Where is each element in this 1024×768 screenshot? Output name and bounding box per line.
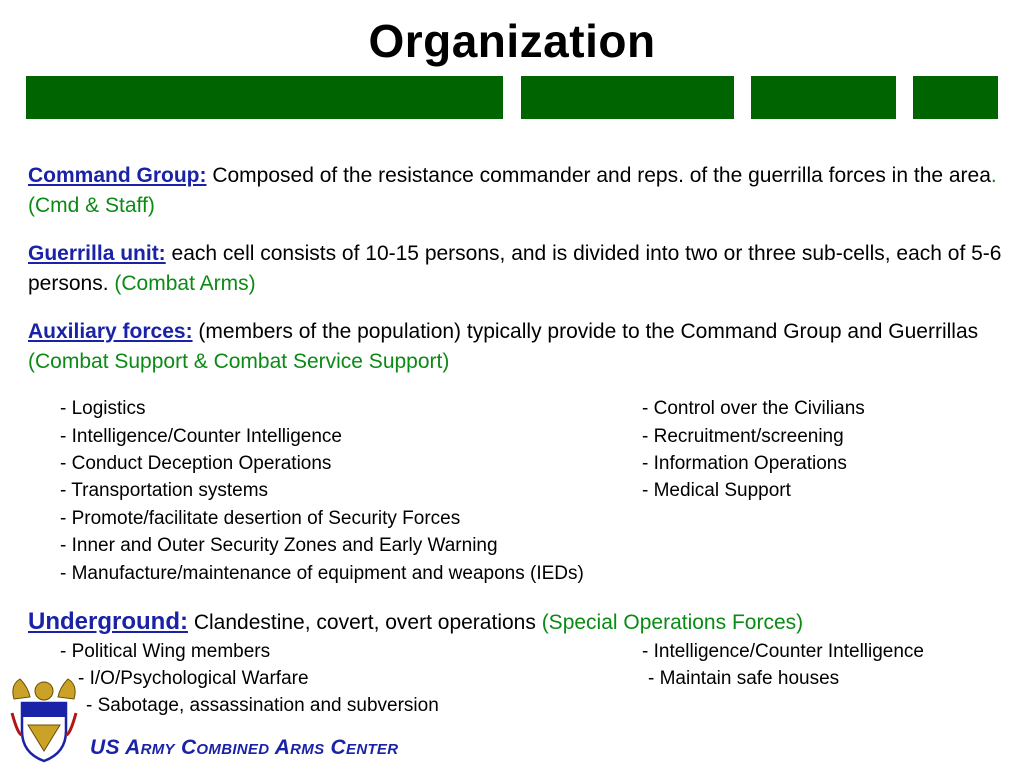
title-bar-segment-2 bbox=[521, 76, 734, 119]
title-bar-segment-1 bbox=[26, 76, 503, 119]
command-group-text: Composed of the resistance commander and reps. of the guerrilla forces in the area bbox=[206, 164, 991, 187]
auxiliary-left-item: - Conduct Deception Operations bbox=[60, 453, 332, 474]
page-title: Organization bbox=[368, 15, 656, 67]
underground-left-item: - I/O/Psychological Warfare bbox=[78, 668, 309, 689]
guerrilla-unit-paragraph bbox=[28, 239, 1003, 299]
auxiliary-right-item: - Control over the Civilians bbox=[642, 398, 865, 419]
command-group-note: . (Cmd & Staff) bbox=[28, 164, 997, 217]
auxiliary-heading: Auxiliary forces: bbox=[28, 320, 193, 343]
underground-heading: Underground: bbox=[28, 608, 188, 635]
command-group-paragraph bbox=[28, 161, 1003, 221]
auxiliary-left-item: - Inner and Outer Security Zones and Early Warning bbox=[60, 535, 498, 556]
guerrilla-unit-note: (Combat Arms) bbox=[114, 272, 256, 295]
auxiliary-note: (Combat Support & Combat Service Support) bbox=[28, 350, 450, 373]
guerrilla-unit-text: each cell consists of 10-15 persons, and is divided into two or three sub-cells, each of 5-6 persons. bbox=[28, 242, 1002, 295]
underground-left-item: - Sabotage, assassination and subversion bbox=[86, 695, 439, 716]
underground-right-item: - Maintain safe houses bbox=[648, 668, 840, 689]
underground-paragraph bbox=[28, 607, 1003, 638]
army-crest-icon bbox=[8, 673, 80, 765]
auxiliary-left-item: - Intelligence/Counter Intelligence bbox=[60, 426, 343, 447]
auxiliary-right-item: - Medical Support bbox=[642, 480, 791, 501]
command-group-heading: Command Group: bbox=[28, 164, 207, 187]
auxiliary-left-item: - Promote/facilitate desertion of Security Forces bbox=[60, 508, 461, 529]
underground-right-item: - Intelligence/Counter Intelligence bbox=[642, 641, 925, 662]
auxiliary-paragraph bbox=[28, 317, 1003, 377]
title-bar-segment-3 bbox=[751, 76, 896, 119]
auxiliary-left-item: - Manufacture/maintenance of equipment and weapons (IEDs) bbox=[60, 563, 584, 584]
auxiliary-right-item: - Recruitment/screening bbox=[642, 426, 844, 447]
auxiliary-left-item: - Logistics bbox=[60, 398, 146, 419]
guerrilla-unit-heading: Guerrilla unit: bbox=[28, 242, 166, 265]
footer-organization-name: US Army Combined Arms Center bbox=[90, 736, 399, 759]
auxiliary-left-item: - Transportation systems bbox=[60, 480, 269, 501]
underground-text: Clandestine, covert, overt operations bbox=[187, 611, 542, 634]
auxiliary-right-item: - Information Operations bbox=[642, 453, 847, 474]
underground-left-item: - Political Wing members bbox=[60, 641, 271, 662]
auxiliary-text: (members of the population) typically provide to the Command Group and Guerrillas bbox=[192, 320, 979, 343]
underground-note: (Special Operations Forces) bbox=[541, 611, 804, 634]
title-bar-segment-4 bbox=[913, 76, 998, 119]
